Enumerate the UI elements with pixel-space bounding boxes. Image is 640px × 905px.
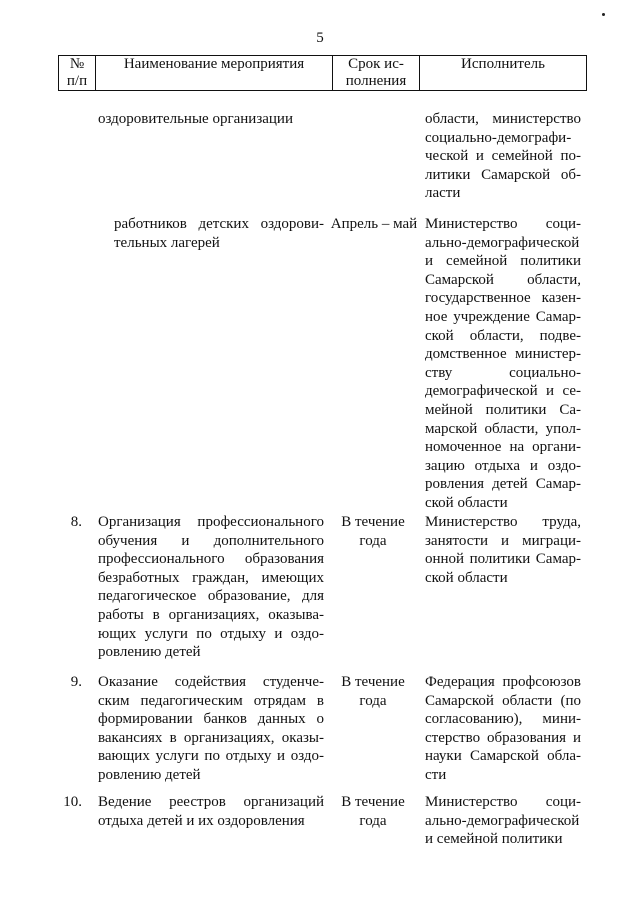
header-name-cell <box>96 56 333 91</box>
name-line: ровлению детей <box>98 644 201 661</box>
name-line: вакансиях в организациях, оказы- <box>98 729 324 746</box>
execu-line: области, министерство <box>425 111 581 127</box>
term ctr-line: года <box>359 692 387 709</box>
name-line: вающих услуги по отдыху и оздо- <box>98 748 324 765</box>
header-number-cell <box>59 56 96 91</box>
execu-line: занятости и миграци- <box>425 532 581 549</box>
execu-line: марской области, упол- <box>425 420 581 437</box>
executor <box>425 673 581 785</box>
executor <box>425 110 581 203</box>
name-line: тельных лагерей <box>114 234 220 251</box>
event-name <box>114 215 324 252</box>
execu-line: ально-демографической <box>425 812 580 829</box>
event-name <box>98 513 324 662</box>
execu-line: ской области <box>425 569 508 586</box>
execu-line: литики Самарской об- <box>425 166 581 183</box>
execu-line: зацию отдыха и оздо- <box>425 457 581 474</box>
row-number: 9. <box>70 674 82 690</box>
row-number: 10. <box>63 794 82 810</box>
execu-line: Самарской области, <box>425 271 581 288</box>
execu-line: ству социально- <box>425 364 581 381</box>
execu-line: Министерство труда, <box>425 514 581 530</box>
execu-line: ровления детей Самар- <box>425 476 581 493</box>
execu-line: и семейной политики <box>425 831 563 848</box>
execu-line: ное учреждение Самар- <box>425 308 581 325</box>
deadline <box>334 793 412 830</box>
execu-line: Министерство соци- <box>425 794 581 810</box>
name-line: Оказание содействия студенче- <box>98 674 324 690</box>
name-line: Организация профессионального <box>98 514 324 530</box>
row-number: 8. <box>70 514 82 530</box>
execu-line: ской области <box>425 494 508 511</box>
header-executor-cell <box>420 56 587 91</box>
execu-line: ласти <box>425 185 461 202</box>
header-name: Наименование мероприятия <box>123 56 305 72</box>
execu-line: демографической и се- <box>425 383 581 400</box>
term ctr-line: года <box>359 812 387 829</box>
table-header <box>58 55 587 91</box>
execu-line: стерство образования и <box>425 729 581 746</box>
term ctr-line: В течение <box>341 794 405 810</box>
page-number: 5 <box>316 30 324 46</box>
header-number-line1: № <box>69 56 85 72</box>
header-executor: Исполнитель <box>461 56 545 72</box>
execu-line: ческой и семейной по- <box>425 148 581 165</box>
executor <box>425 215 581 513</box>
deadline <box>334 513 412 550</box>
name-line: безработных граждан, имеющих <box>98 569 324 586</box>
deadline <box>328 215 420 234</box>
name-line: ским педагогическим отрядам в <box>98 692 324 709</box>
term ctr-line: года <box>359 532 387 549</box>
execu-line: домственное министер- <box>425 346 581 363</box>
event-name <box>98 793 324 830</box>
scan-dot-mark <box>602 13 605 16</box>
execu-line: сти <box>425 766 447 783</box>
name-line: ющих услуги по отдыху и оздо- <box>98 625 324 642</box>
event-name <box>98 673 324 785</box>
executor <box>425 793 581 849</box>
header-number-line2: п/п <box>66 73 88 89</box>
execu-line: Самарской области (по <box>425 692 581 709</box>
execu-line: науки Самарской обла- <box>425 748 581 765</box>
execu-line: онной политики Самар- <box>425 551 581 568</box>
name-line: Ведение реестров организаций <box>98 794 324 810</box>
event-name <box>98 110 324 129</box>
name-line: ровлению детей <box>98 766 201 783</box>
name-line: формировании банков данных о <box>98 711 324 728</box>
execu-line: мейной политики Са- <box>425 401 581 418</box>
term ctr-line: Апрель – май <box>330 216 418 232</box>
execu-line: согласованию), мини- <box>425 711 581 728</box>
header-term-cell <box>333 56 420 91</box>
term ctr-line: В течение <box>341 674 405 690</box>
header-term-line2: полнения <box>345 73 407 89</box>
term ctr-line: В течение <box>341 514 405 530</box>
execu-line: ально-демографической <box>425 234 580 251</box>
execu-line: ской области, подве- <box>425 327 581 344</box>
executor <box>425 513 581 587</box>
execu-line: социально-демографи- <box>425 129 572 146</box>
execu-line: государственное казен- <box>425 290 581 307</box>
name-line: оздоровительные организации <box>98 111 293 127</box>
header-term-line1: Срок ис- <box>348 56 404 72</box>
execu-line: и семейной политики <box>425 253 581 270</box>
execu-line: номоченное на органи- <box>425 439 581 456</box>
name-line: педагогическое образование, для <box>98 588 324 605</box>
deadline <box>334 673 412 710</box>
name-line: отдыха детей и их оздоровления <box>98 812 305 829</box>
execu-line: Федерация профсоюзов <box>425 674 581 690</box>
name-line: работников детских оздорови- <box>114 216 324 232</box>
name-line: профессионального образования <box>98 551 324 568</box>
execu-line: Министерство соци- <box>425 216 581 232</box>
name-line: работы в организациях, оказыва- <box>98 606 324 623</box>
name-line: обучения и дополнительного <box>98 532 324 549</box>
